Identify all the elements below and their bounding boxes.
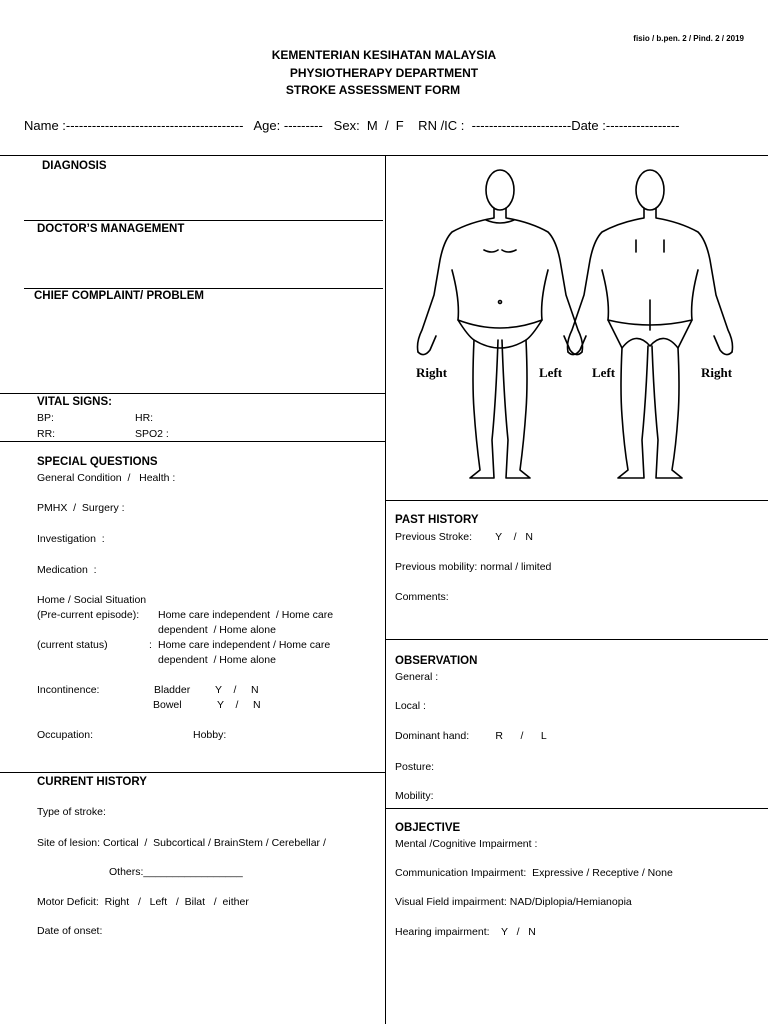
mobility-label: Mobility: [395,790,434,802]
visual-field-label: Visual Field impairment: NAD/Diplopia/Hemianopia [395,896,632,908]
pre-current-label: (Pre-current episode): [37,609,140,621]
incontinence-label: Incontinence: [37,684,100,696]
current-history-heading: CURRENT HISTORY [37,776,147,788]
comments-label: Comments: [395,591,449,603]
special-questions-heading: SPECIAL QUESTIONS [37,456,158,468]
others-label: Others:_________________ [109,866,243,878]
bowel-yn: Y / N [217,699,261,711]
current-status-value: Home care independent / Home care [158,639,331,651]
home-social-label: Home / Social Situation [37,594,147,606]
form-reference: fisio / b.pen. 2 / Pind. 2 / 2019 [633,34,744,43]
occupation-label: Occupation: [37,729,94,741]
form-title: STROKE ASSESSMENT FORM [285,83,461,97]
hobby-label: Hobby: [193,729,227,741]
local-label: Local : [395,700,426,712]
divider [0,772,385,773]
current-status-value: dependent / Home alone [158,654,276,666]
back-left-label: Left [592,365,616,380]
ministry-title: KEMENTERIAN KESIHATAN MALAYSIA [271,48,497,62]
front-right-label: Right [416,365,448,380]
bladder-yn: Y / N [215,684,259,696]
investigation-label: Investigation : [37,533,105,545]
front-body-figure [418,170,583,478]
medication-label: Medication : [37,564,97,576]
diagnosis-heading: DIAGNOSIS [42,160,107,172]
column-divider [385,155,386,1024]
past-history-heading: PAST HISTORY [395,514,479,526]
divider [24,220,383,221]
header-divider [0,155,768,156]
general-condition-label: General Condition / Health : [37,472,176,484]
bladder-label: Bladder [154,684,191,696]
posture-label: Posture: [395,761,435,773]
cognitive-impairment-label: Mental /Cognitive Impairment : [395,838,538,850]
current-status-label: (current status) [37,639,108,651]
front-left-label: Left [539,365,563,380]
body-chart [388,160,766,496]
back-body-figure [568,170,733,478]
spo2-label: SPO2 : [135,428,169,440]
site-of-lesion-label: Site of lesion: Cortical / Subcortical / BrainStem / Cerebellar / [37,837,326,849]
patient-details-line: Name :----------------------------------------- Age: --------- Sex: M / F RN /IC : -----------------------Date :----------------- [24,118,680,133]
divider [386,808,768,809]
previous-stroke-label: Previous Stroke: Y / N [395,531,533,543]
previous-mobility-label: Previous mobility: normal / limited [395,561,552,573]
back-right-label: Right [701,365,733,380]
vital-signs-heading: VITAL SIGNS: [37,396,112,408]
pre-current-value: Home care independent / Home care [158,609,334,621]
pre-current-value: dependent / Home alone [158,624,276,636]
type-of-stroke-label: Type of stroke: [37,806,106,818]
hearing-impairment-label: Hearing impairment: Y / N [395,926,536,938]
hr-label: HR: [135,412,154,424]
divider [386,500,768,501]
doctors-management-heading: DOCTOR’S MANAGEMENT [37,223,185,235]
current-status-colon: : [149,639,152,651]
dominant-hand-label: Dominant hand: R / L [395,730,547,742]
communication-impairment-label: Communication Impairment: Expressive / Receptive / None [395,867,673,879]
observation-heading: OBSERVATION [395,655,478,667]
bp-label: BP: [37,412,54,424]
date-of-onset-label: Date of onset: [37,925,103,937]
objective-heading: OBJECTIVE [395,822,461,834]
general-label: General : [395,671,439,683]
motor-deficit-label: Motor Deficit: Right / Left / Bilat / either [37,896,249,908]
divider [0,441,385,442]
divider [24,288,383,289]
divider [0,393,385,394]
chief-complaint-heading: CHIEF COMPLAINT/ PROBLEM [34,290,204,302]
divider [386,639,768,640]
rr-label: RR: [37,428,56,440]
pmhx-label: PMHX / Surgery : [37,502,125,514]
department-title: PHYSIOTHERAPY DEPARTMENT [289,66,479,80]
bowel-label: Bowel [153,699,182,711]
